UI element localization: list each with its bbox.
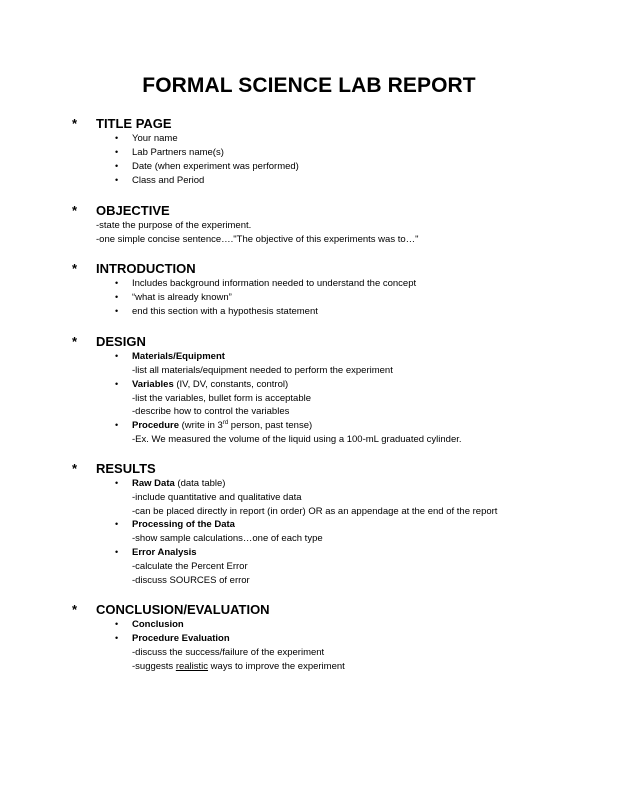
- underlined-word: realistic: [175, 660, 209, 672]
- bullet-icon: •: [115, 619, 119, 629]
- bullet-icon: •: [115, 133, 119, 143]
- section-results: [0, 461, 618, 587]
- section-heading-introduction: INTRODUCTION: [96, 261, 196, 276]
- bullet-icon: •: [115, 419, 119, 430]
- list-item: • end this section with a hypothesis statement: [115, 305, 318, 317]
- item-label: Procedure: [132, 419, 179, 431]
- list-item: • Includes background information needed to understand the concept: [115, 278, 417, 289]
- bullet-icon: •: [115, 278, 119, 288]
- section-heading-title-page: TITLE PAGE: [96, 116, 172, 131]
- detail-line: -describe how to control the variables: [132, 406, 290, 418]
- section-heading-conclusion: CONCLUSION/EVALUATION: [96, 602, 270, 617]
- list-item: [0, 350, 618, 364]
- section-heading-design: DESIGN: [96, 334, 146, 349]
- detail-line: -list all materials/equipment needed to perform the experiment: [132, 364, 393, 376]
- bullet-icon: •: [115, 291, 119, 302]
- list-item: • Raw Data (data table): [115, 478, 226, 489]
- section-objective: [0, 203, 618, 246]
- objective-line: -state the purpose of the experiment.: [96, 220, 252, 231]
- detail-line: -discuss the success/failure of the experiment: [132, 646, 325, 658]
- bullet-icon: •: [115, 351, 119, 361]
- list-item: • Class and Period: [115, 174, 205, 186]
- bullet-icon: •: [115, 146, 119, 157]
- list-item: [0, 632, 618, 646]
- item-label: Materials/Equipment: [132, 351, 225, 362]
- detail-line: -show sample calculations…one of each type: [132, 533, 323, 545]
- item-label: Variables: [132, 378, 174, 390]
- section-title-page: [0, 116, 618, 188]
- asterisk-marker: *: [72, 261, 78, 276]
- section-conclusion: [0, 602, 618, 673]
- bullet-icon: •: [115, 305, 119, 316]
- list-item: • Variables (IV, DV, constants, control): [115, 378, 289, 390]
- bullet-icon: •: [115, 632, 119, 643]
- item-label: Raw Data: [132, 478, 175, 489]
- bullet-icon: •: [115, 478, 119, 488]
- asterisk-marker: *: [72, 116, 78, 131]
- bullet-icon: •: [115, 174, 119, 185]
- objective-line: -one simple concise sentence…."The objective of this experiments was to…": [96, 233, 419, 245]
- asterisk-marker: *: [72, 461, 78, 476]
- item-label: Conclusion: [132, 619, 184, 630]
- section-heading-results: RESULTS: [96, 461, 156, 476]
- detail-line: -suggests realistic ways to improve the experiment: [132, 660, 345, 672]
- detail-line: -calculate the Percent Error: [132, 560, 248, 572]
- list-item: [0, 546, 618, 560]
- detail-line: -can be placed directly in report (in order) OR as an appendage at the end of the report: [132, 505, 498, 517]
- list-item: [0, 618, 618, 632]
- detail-line: -discuss SOURCES of error: [132, 574, 250, 586]
- detail-line: -list the variables, bullet form is acceptable: [132, 392, 311, 404]
- list-item: • Lab Partners name(s): [115, 146, 224, 158]
- asterisk-marker: *: [72, 334, 78, 349]
- bullet-icon: •: [115, 546, 119, 557]
- bullet-icon: •: [115, 160, 119, 171]
- list-item: • “what is already known”: [115, 291, 232, 303]
- asterisk-marker: *: [72, 602, 78, 617]
- list-item: • Your name: [115, 133, 178, 144]
- page-title: FORMAL SCIENCE LAB REPORT: [142, 74, 476, 97]
- list-item: • Date (when experiment was performed): [115, 160, 299, 172]
- introduction-list: [0, 277, 618, 319]
- item-label: Processing of the Data: [132, 519, 235, 531]
- item-label: Procedure Evaluation: [132, 632, 230, 644]
- list-item: • Procedure (write in 3rd person, past tense): [115, 419, 313, 431]
- title-page-list: [0, 132, 618, 188]
- design-list: [0, 350, 618, 364]
- bullet-icon: •: [115, 378, 119, 389]
- asterisk-marker: *: [72, 203, 78, 218]
- section-design: [0, 334, 618, 447]
- item-label: Error Analysis: [132, 546, 197, 558]
- list-item: [0, 518, 618, 532]
- bullet-icon: •: [115, 519, 119, 530]
- detail-line: -include quantitative and qualitative data: [132, 491, 302, 503]
- section-introduction: [0, 261, 618, 319]
- detail-line: -Ex. We measured the volume of the liquid using a 100-mL graduated cylinder.: [132, 433, 462, 445]
- section-heading-objective: OBJECTIVE: [96, 203, 170, 218]
